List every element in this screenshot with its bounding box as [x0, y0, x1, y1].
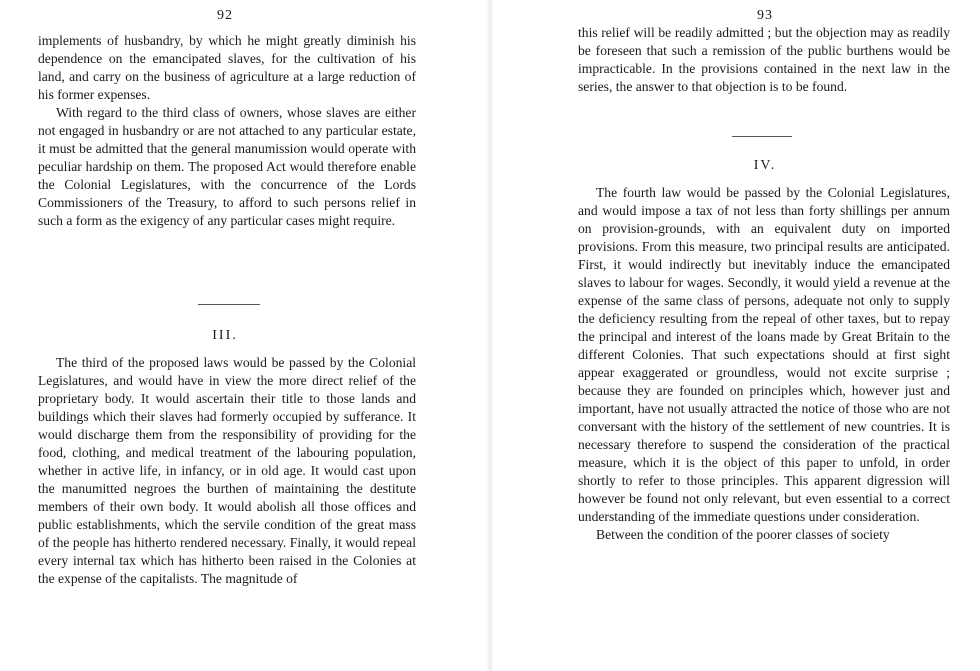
paragraph-continued-right: this relief will be readily admitted ; but the objection may as readily be foreseen that such a remission of the public burthens would be impracticable. In the provisions contained in the next law in the series, the answer to that objection is to be found. — [578, 25, 950, 94]
left-text-block-bottom — [38, 354, 416, 588]
paragraph-continued: implements of husbandry, by which he might greatly diminish his dependence on the emancipated slaves, for the cultivation of his land, and carry on the business of agriculture at a large reduction of his former expenses. — [38, 33, 416, 102]
paragraph-final-start: Between the condition of the poorer classes of society — [596, 527, 890, 542]
right-text-block-bottom — [578, 184, 950, 544]
section-heading-iv: IV. — [753, 158, 777, 173]
paragraph-section-three: The third of the proposed laws would be passed by the Colonial Legislatures, and would have in view the more direct relief of the proprietary body. It would ascertain their title to those lands and buildings which their slaves had formerly occupied by sufferance. It would discharge them from the responsibility of providing for the food, clothing, and medical treatment of the labouring population, whether in active life, in infancy, or in old age. It would cast upon the manumitted negroes the burthen of maintaining the destitute members of their own body. It would abolish all those offices and public establishments, which the servile condition of the great mass of the people has hitherto rendered necessary. Finally, it would repeal every internal tax which has hitherto been raised in the Colonies at the expense of the capitalists. The magnitude of — [38, 355, 416, 586]
right-text-block-top — [578, 24, 950, 96]
paragraph-section-four: The fourth law would be passed by the Colonial Legislatures, and would impose a tax of not less than forty shillings per annum on provision-grounds, with an equivalent duty on imported provisions. From this measure, two principal results are anticipated. First, it would indirectly but inevitably induce the emancipated slaves to labour for wages. Secondly, it would yield a revenue at the expense of the same class of persons, adequate not only to supply the deficiency resulting from the repeal of other taxes, but to repay the principal and interest of the loans made by Great Britain to the different Colonies. That such expectations should at first sight appear exaggerated or groundless, would not excite surprise ; because they are founded on principles which, however just and important, have not usually attracted the notice of those who are not conversant with the history of the settlement of new countries. It is necessary therefore to suspend the consideration of the practical measure, which it is the object of this paper to unfold, in order shortly to refer to those principles. This apparent digression will however be found not only relevant, but even essential to a correct understanding of the immediate questions under consideration. — [578, 185, 950, 524]
right-page — [490, 0, 980, 671]
section-divider — [198, 304, 260, 305]
section-heading-iii: III. — [212, 328, 238, 343]
left-text-block-top — [38, 32, 416, 230]
page-number-93: 93 — [757, 8, 773, 23]
section-divider-right — [732, 136, 792, 137]
page-number-92: 92 — [217, 8, 233, 23]
paragraph-third-class-owners: With regard to the third class of owners, whose slaves are either not engaged in husbandry or are not attached to any particular estate, it must be admitted that the general manumission would operate with peculiar hardship on them. The proposed Act would therefore enable the Colonial Legislatures, with the concurrence of the Lords Commissioners of the Treasury, to afford to such persons relief in such a form as the exigency of any particular cases might require. — [38, 105, 416, 228]
